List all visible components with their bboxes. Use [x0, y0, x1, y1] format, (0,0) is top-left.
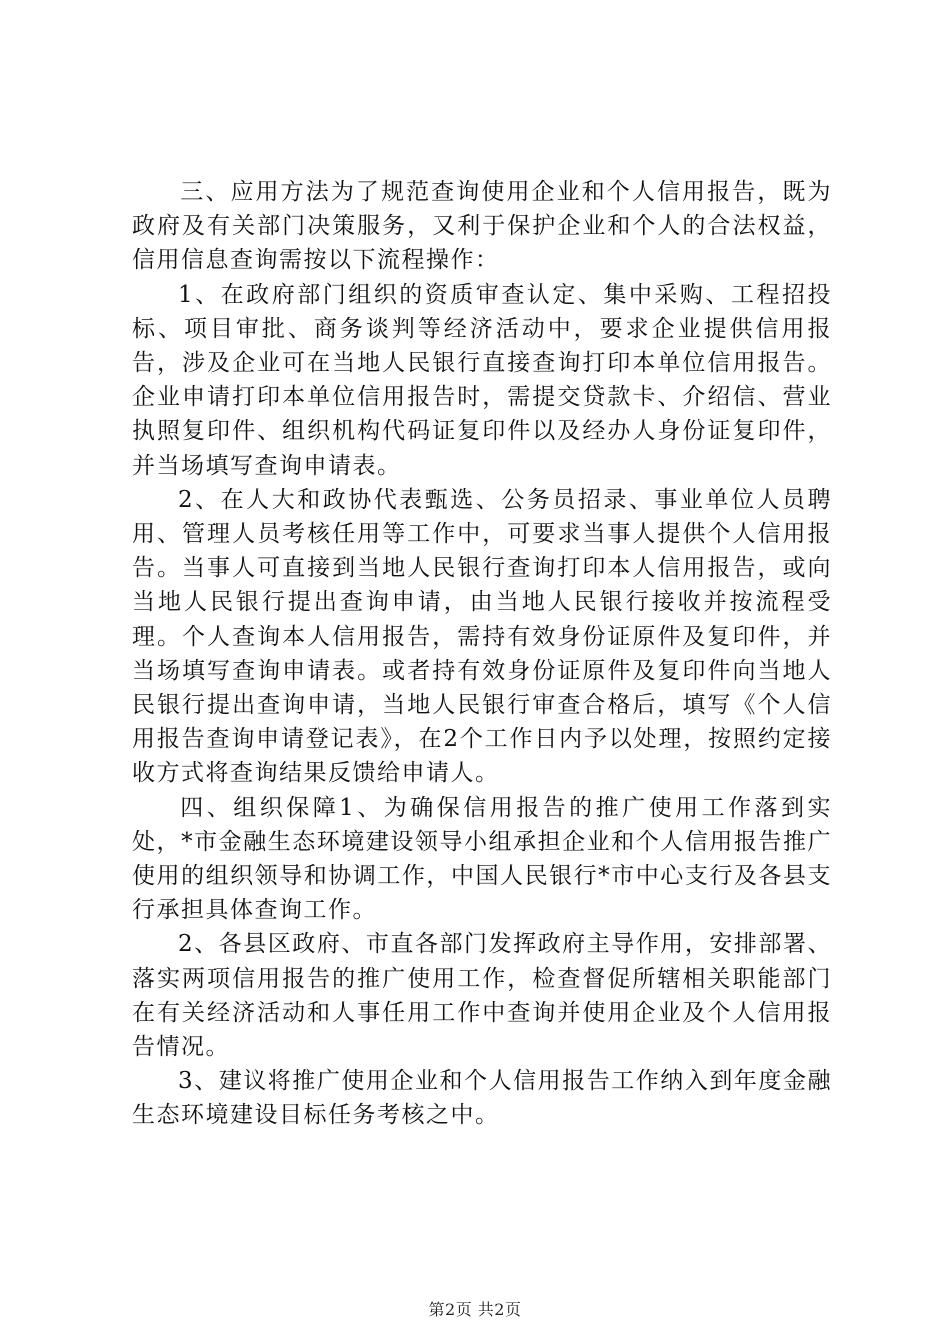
paragraph-item-3-assessment: 3、建议将推广使用企业和个人信用报告工作纳入到年度金融生态环境建设目标任务考核之中。: [132, 1068, 832, 1129]
page-number-footer: 第2页 共2页: [428, 1300, 522, 1319]
document-body: [132, 175, 832, 1133]
paragraph-application-method: 三、应用方法为了规范查询使用企业和个人信用报告，既为政府及有关部门决策服务，又利于保护企业和个人的合法权益，信用信息查询需按以下流程操作：: [132, 179, 832, 274]
paragraph-item-2-personal-report: 2、在人大和政协代表甄选、公务员招录、事业单位人员聘用、管理人员考核任用等工作中，可要求当事人提供个人信用报告。当事人可直接到当地人民银行查询打印本人信用报告，或向当地人民银行提出查询申请，由当地人民银行接收并按流程受理。个人查询本人信用报告，需持有效身份证原件及复印件，并当场填写查询申请表。或者持有效身份证原件及复印件向当地人民银行提出查询申请，当地人民银行审查合格后，填写《个人信用报告查询申请登记表》，在2个工作日内予以处理，按照约定接收方式将查询结果反馈给申请人。: [132, 486, 832, 787]
paragraph-organization-guarantee: 四、组织保障1、为确保信用报告的推广使用工作落到实处，*市金融生态环境建设领导小组承担企业和个人信用报告推广使用的组织领导和协调工作，中国人民银行*市中心支行及各县支行承担具体查询工作。: [132, 794, 832, 924]
paragraph-item-1-enterprise-report: 1、在政府部门组织的资质审查认定、集中采购、工程招投标、项目审批、商务谈判等经济活动中，要求企业提供信用报告，涉及企业可在当地人民银行直接查询打印本单位信用报告。企业申请打印本单位信用报告时，需提交贷款卡、介绍信、营业执照复印件、组织机构代码证复印件以及经办人身份证复印件，并当场填写查询申请表。: [132, 281, 832, 479]
paragraph-item-2-government-role: 2、各县区政府、市直各部门发挥政府主导作用，安排部署、落实两项信用报告的推广使用工作，检查督促所辖相关职能部门在有关经济活动和人事任用工作中查询并使用企业及个人信用报告情况。: [132, 931, 832, 1061]
